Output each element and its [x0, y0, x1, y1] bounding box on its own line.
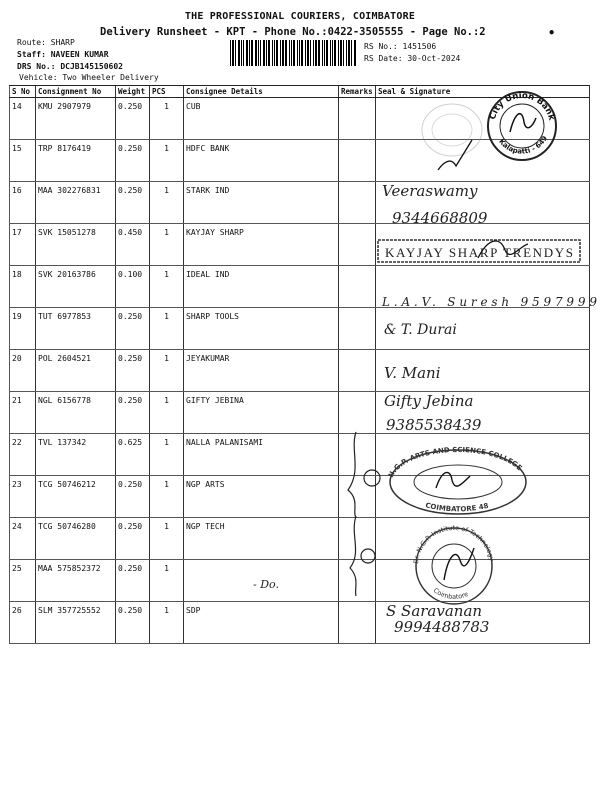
cell-consignee — [184, 560, 339, 602]
cell-sno: 21 — [10, 392, 36, 434]
cell-consignee: STARK IND — [184, 182, 339, 224]
cell-consignment: KMU 2907979 — [36, 98, 116, 140]
cell-sno: 19 — [10, 308, 36, 350]
handwriting-row-26-phone: 9994488783 — [394, 618, 490, 636]
cell-consignee: KAYJAY SHARP — [184, 224, 339, 266]
company-name: THE PROFESSIONAL COURIERS, COIMBATORE — [184, 11, 416, 22]
runsheet-title: Delivery Runsheet - KPT - Phone No.:0422-3505555 - Page No.:2 — [100, 26, 486, 38]
cell-weight: 0.450 — [116, 224, 150, 266]
cell-weight: 0.250 — [116, 182, 150, 224]
cell-signature — [376, 392, 590, 434]
cub-stamp-text: City Union Bank — [487, 90, 557, 122]
table-row — [10, 518, 590, 560]
cell-sno: 26 — [10, 602, 36, 644]
cell-weight: 0.100 — [116, 266, 150, 308]
handwriting-row-26-name: S Saravanan — [386, 602, 483, 620]
cell-consignment: TVL 137342 — [36, 434, 116, 476]
handwriting-row-21-name: Gifty Jebina — [384, 392, 474, 410]
cell-consignment: TRP 8176419 — [36, 140, 116, 182]
cell-pcs: 1 — [150, 350, 184, 392]
header-sno: S No — [10, 86, 36, 98]
cell-consignee: NGP ARTS — [184, 476, 339, 518]
ngp-arts-stamp-text: N.G.P. ARTS AND SCIENCE COLLEGE — [386, 445, 524, 479]
cell-pcs: 1 — [150, 602, 184, 644]
cell-weight: 0.250 — [116, 476, 150, 518]
route-label: Route: SHARP — [17, 38, 75, 47]
vehicle-label: Vehicle: Two Wheeler Delivery — [19, 73, 159, 82]
cell-consignment: TCG 50746212 — [36, 476, 116, 518]
cell-consignee: SDP — [184, 602, 339, 644]
cell-sno: 24 — [10, 518, 36, 560]
cell-consignment: TCG 50746280 — [36, 518, 116, 560]
cell-remarks — [339, 140, 376, 182]
handwriting-row-16-phone: 9344668809 — [392, 209, 488, 227]
cell-sno: 15 — [10, 140, 36, 182]
header-remarks: Remarks — [339, 86, 376, 98]
handwriting-row-21-phone: 9385538439 — [386, 416, 482, 434]
cell-sno: 20 — [10, 350, 36, 392]
cell-consignee: HDFC BANK — [184, 140, 339, 182]
cell-remarks — [339, 182, 376, 224]
cell-remarks — [339, 434, 376, 476]
table-header-row — [10, 86, 590, 98]
header-signature: Seal & Signature — [376, 86, 590, 98]
cell-signature — [376, 224, 590, 266]
table-row — [10, 350, 590, 392]
cell-weight: 0.250 — [116, 602, 150, 644]
cell-pcs: 1 — [150, 224, 184, 266]
cell-consignment: SVK 15051278 — [36, 224, 116, 266]
cell-consignment: MAA 302276831 — [36, 182, 116, 224]
table-row — [10, 98, 590, 140]
table-row — [10, 602, 590, 644]
header-consignment: Consignment No — [36, 86, 116, 98]
cell-weight: 0.250 — [116, 560, 150, 602]
cell-sno: 17 — [10, 224, 36, 266]
handwriting-row-16-name: Veeraswamy — [382, 182, 478, 200]
cell-signature — [376, 476, 590, 518]
cell-pcs: 1 — [150, 266, 184, 308]
cell-weight: 0.625 — [116, 434, 150, 476]
cell-consignment: SLM 357725552 — [36, 602, 116, 644]
cell-consignee: NALLA PALANISAMI — [184, 434, 339, 476]
cub-stamp-branch: Kalapatti - 649 — [497, 134, 550, 156]
cell-remarks — [339, 308, 376, 350]
cell-pcs: 1 — [150, 98, 184, 140]
cell-remarks — [339, 518, 376, 560]
cell-pcs: 1 — [150, 140, 184, 182]
staff-label: Staff: NAVEEN KUMAR — [17, 50, 109, 59]
ngp-tech-stamp-city: Coimbatore — [431, 586, 470, 601]
kayjay-stamp-text: KAYJAY SHARP TRENDYS — [385, 245, 573, 260]
table-row — [10, 266, 590, 308]
cell-consignee: IDEAL IND — [184, 266, 339, 308]
cell-signature — [376, 140, 590, 182]
table-row — [10, 476, 590, 518]
table-row — [10, 224, 590, 266]
cell-consignee: CUB — [184, 98, 339, 140]
cell-sno: 22 — [10, 434, 36, 476]
cell-signature — [376, 182, 590, 224]
handwriting-row-19-a: L.A.V. Suresh 9597999 — [382, 295, 597, 309]
cell-remarks — [339, 98, 376, 140]
cell-sno: 16 — [10, 182, 36, 224]
cell-weight: 0.250 — [116, 350, 150, 392]
cell-signature — [376, 350, 590, 392]
cell-remarks — [339, 392, 376, 434]
ngp-arts-stamp-city: COIMBATORE 48 — [424, 501, 490, 514]
cell-sno: 14 — [10, 98, 36, 140]
cell-consignment: POL 2604521 — [36, 350, 116, 392]
cell-consignment: TUT 6977853 — [36, 308, 116, 350]
cell-signature — [376, 266, 590, 308]
rs-number: RS No.: 1451506 — [364, 42, 437, 51]
table-row — [10, 308, 590, 350]
cell-weight: 0.250 — [116, 392, 150, 434]
cell-pcs: 1 — [150, 434, 184, 476]
ngp-tech-stamp-text: Dr. N.G.P. Institute of Technology — [412, 523, 496, 565]
cell-weight: 0.250 — [116, 518, 150, 560]
header-pcs: PCS — [150, 86, 184, 98]
cell-consignment: MAA 575852372 — [36, 560, 116, 602]
cell-pcs: 1 — [150, 476, 184, 518]
cell-signature — [376, 518, 590, 560]
table-row — [10, 182, 590, 224]
drs-number: DRS No.: DCJB145150602 — [17, 62, 123, 71]
cell-remarks — [339, 350, 376, 392]
handwriting-row-19-b: & T. Durai — [384, 322, 457, 338]
cell-consignee: JEYAKUMAR — [184, 350, 339, 392]
cell-pcs: 1 — [150, 308, 184, 350]
cell-signature — [376, 308, 590, 350]
runsheet-table — [9, 85, 590, 644]
handwriting-row-20: V. Mani — [384, 364, 441, 382]
cell-signature — [376, 602, 590, 644]
page-mark: • — [548, 26, 556, 40]
cell-remarks — [339, 602, 376, 644]
table-row — [10, 140, 590, 182]
rs-date: RS Date: 30-Oct-2024 — [364, 54, 461, 63]
cell-signature — [376, 560, 590, 602]
header-consignee: Consignee Details — [184, 86, 339, 98]
cell-weight: 0.250 — [116, 98, 150, 140]
table-row — [10, 560, 590, 602]
cell-consignee: GIFTY JEBINA — [184, 392, 339, 434]
cell-consignee: NGP TECH — [184, 518, 339, 560]
table-row — [10, 434, 590, 476]
cell-pcs: 1 — [150, 392, 184, 434]
header-weight: Weight — [116, 86, 150, 98]
cell-pcs: 1 — [150, 560, 184, 602]
cell-remarks — [339, 560, 376, 602]
cell-remarks — [339, 224, 376, 266]
handwriting-row-25-ditto: - Do. — [253, 578, 279, 591]
cell-consignee: SHARP TOOLS — [184, 308, 339, 350]
cell-sno: 25 — [10, 560, 36, 602]
barcode — [230, 40, 357, 66]
cell-remarks — [339, 266, 376, 308]
cell-sno: 23 — [10, 476, 36, 518]
cell-weight: 0.250 — [116, 140, 150, 182]
cell-pcs: 1 — [150, 182, 184, 224]
cell-signature — [376, 98, 590, 140]
cell-remarks — [339, 476, 376, 518]
cell-consignment: SVK 20163786 — [36, 266, 116, 308]
cell-weight: 0.250 — [116, 308, 150, 350]
cell-sno: 18 — [10, 266, 36, 308]
cell-signature — [376, 434, 590, 476]
cell-consignment: NGL 6156778 — [36, 392, 116, 434]
cell-pcs: 1 — [150, 518, 184, 560]
table-row — [10, 392, 590, 434]
